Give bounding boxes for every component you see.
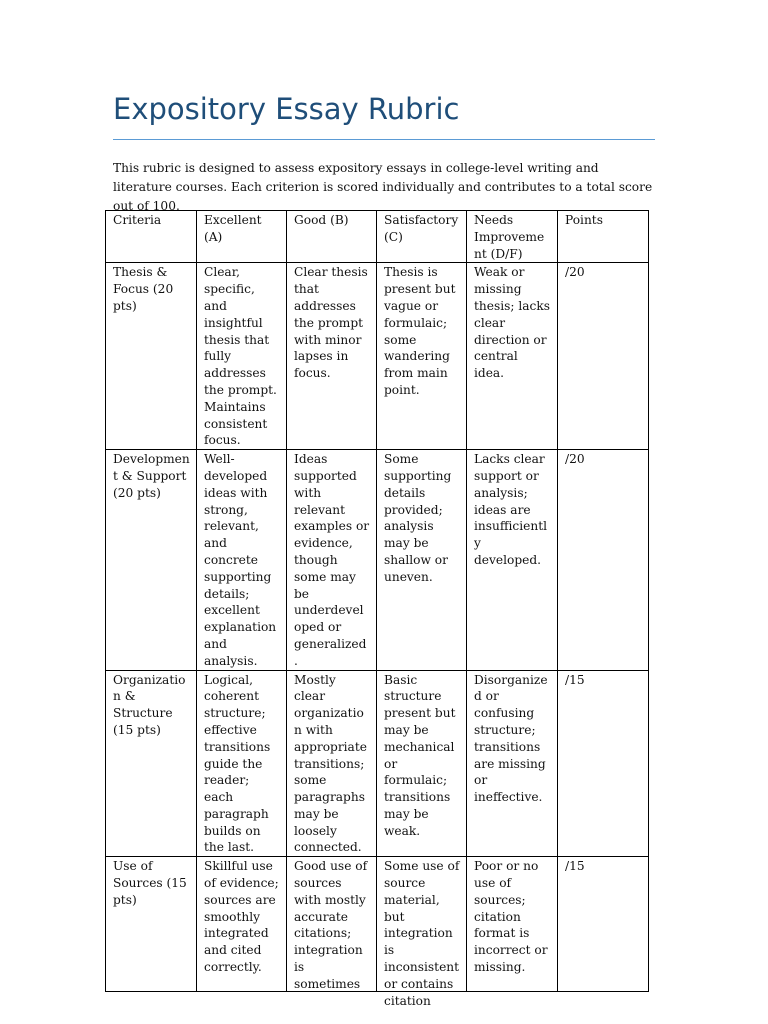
table-header-row: [106, 211, 649, 263]
criteria-cell: [106, 857, 197, 992]
criteria-cell: Development & Support (20 pts): [106, 450, 197, 670]
criteria-cell: Organization & Structure (15 pts): [106, 670, 197, 857]
table-row: [106, 857, 649, 992]
excellent-text: Skillful use of evidence; sources are smoothly integrated and cited correctly.: [204, 859, 279, 975]
header-criteria: Criteria: [106, 211, 197, 263]
satisfactory-cell: Thesis is present but vague or formulaic; some wandering from main point.: [377, 263, 467, 450]
needs-improvement-cell: Disorganized or confusing structure; transitions are missing or ineffective.: [467, 670, 558, 857]
table-row: [106, 450, 649, 670]
needs-improvement-cell: Weak or missing thesis; lacks clear direction or central idea.: [467, 263, 558, 450]
points-cell: /15: [558, 670, 649, 857]
excellent-cell: [197, 857, 287, 992]
satisfactory-text: Some use of source material, but integration is inconsistent or contains citation: [384, 859, 460, 1008]
criteria-text: Use of Sources (15 pts): [113, 859, 187, 907]
excellent-cell: Well-developed ideas with strong, relevant, and concrete supporting details; excellent explanation and analysis.: [197, 450, 287, 670]
good-cell: Ideas supported with relevant examples or evidence, though some may be underdeveloped or generalized.: [287, 450, 377, 670]
satisfactory-cell: Some supporting details provided; analysis may be shallow or uneven.: [377, 450, 467, 670]
rubric-table: [105, 210, 649, 1008]
header-satisfactory: Satisfactory (C): [377, 211, 467, 263]
excellent-cell: Logical, coherent structure; effective transitions guide the reader; each paragraph builds on the last.: [197, 670, 287, 857]
excellent-cell: Clear, specific, and insightful thesis that fully addresses the prompt. Maintains consistent focus.: [197, 263, 287, 450]
points-cell: /20: [558, 263, 649, 450]
table-row: [106, 263, 649, 450]
good-cell: Clear thesis that addresses the prompt with minor lapses in focus.: [287, 263, 377, 450]
satisfactory-cell: [377, 857, 467, 1008]
good-text: Good use of sources with mostly accurate citations; integration is sometimes: [294, 859, 368, 991]
good-cell: Mostly clear organization with appropriate transitions; some paragraphs may be loosely connected.: [287, 670, 377, 857]
points-text: /15: [565, 859, 585, 874]
points-cell: /20: [558, 450, 649, 670]
header-points: Points: [558, 211, 649, 263]
document-title: Expository Essay Rubric: [113, 92, 460, 126]
table-row: [106, 670, 649, 857]
header-excellent: Excellent (A): [197, 211, 287, 263]
points-cell: [558, 857, 649, 992]
good-cell: [287, 857, 377, 992]
needs-improvement-text: Poor or no use of sources; citation format is incorrect or missing.: [474, 859, 548, 975]
needs-improvement-cell: [467, 857, 558, 992]
intro-paragraph: This rubric is designed to assess expository essays in college-level writing and literature courses. Each criterion is scored individually and contributes to a total score out of 100.: [113, 161, 653, 213]
criteria-cell: Thesis & Focus (20 pts): [106, 263, 197, 450]
header-needs-improvement: Needs Improvement (D/F): [467, 211, 558, 263]
title-underline: [113, 139, 655, 140]
needs-improvement-cell: Lacks clear support or analysis; ideas are insufficiently developed.: [467, 450, 558, 670]
header-good: Good (B): [287, 211, 377, 263]
satisfactory-cell: Basic structure present but may be mechanical or formulaic; transitions may be weak.: [377, 670, 467, 857]
